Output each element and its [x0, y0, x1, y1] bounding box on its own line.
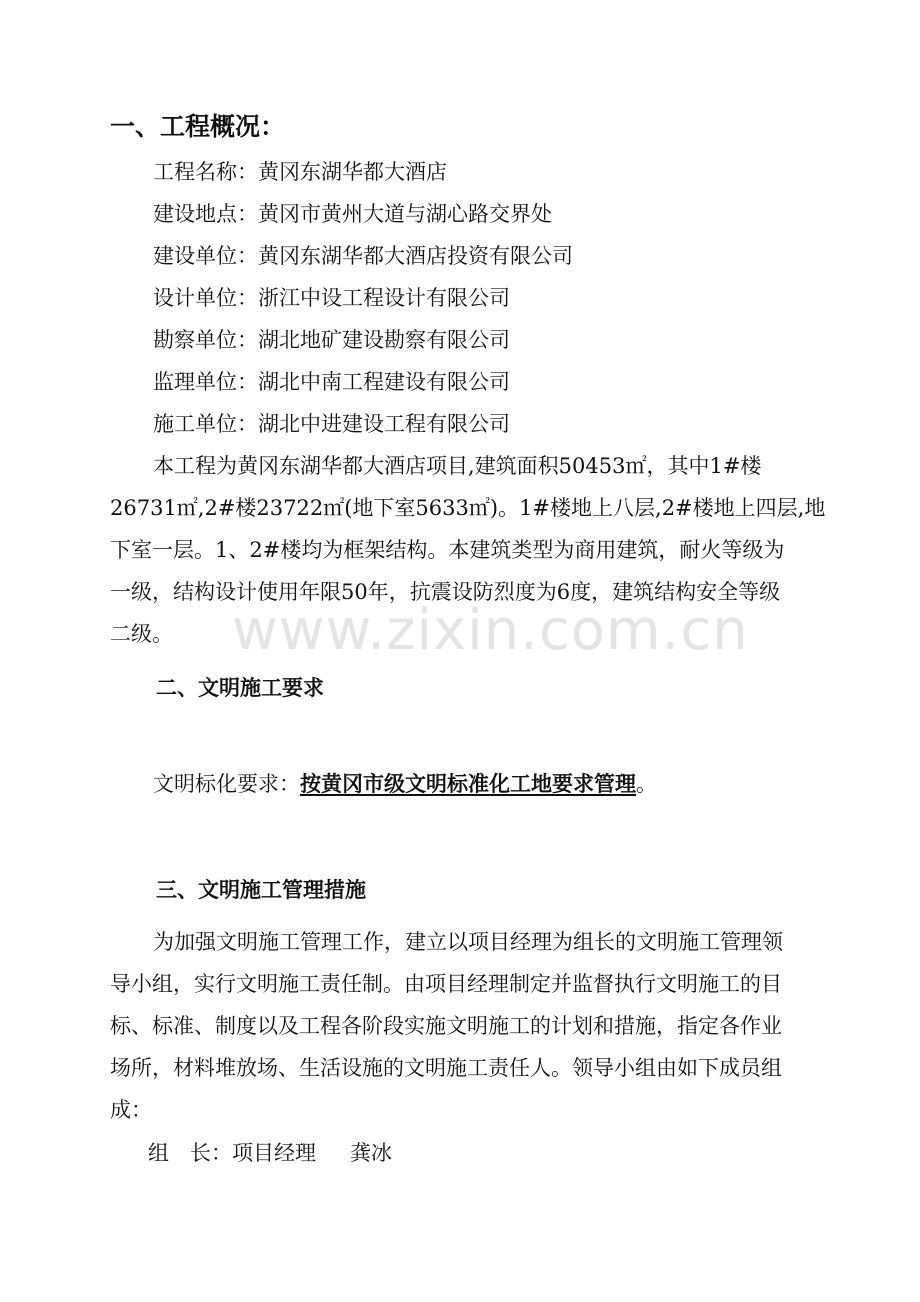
measures-paragraph-line: 为加强文明施工管理工作，建立以项目经理为组长的文明施工管理领: [153, 930, 783, 954]
design-unit-line: 设计单位：浙江中设工程设计有限公司: [153, 286, 510, 310]
construction-site-line: 建设地点：黄冈市黄州大道与湖心路交界处: [153, 202, 552, 226]
team-leader-name: 龚冰: [350, 1141, 392, 1165]
overview-paragraph-line: 一级，结构设计使用年限50年，抗震设防烈度为6度，建筑结构安全等级: [110, 580, 781, 604]
overview-paragraph-line: 二级。: [110, 622, 173, 646]
site-watermark: www.zixin.com.cn: [232, 598, 749, 663]
measures-paragraph-line: 成：: [110, 1098, 152, 1122]
measures-paragraph-line: 场所，材料堆放场、生活设施的文明施工责任人。领导小组由如下成员组: [110, 1056, 782, 1080]
civilization-requirement-line: [153, 769, 657, 799]
overview-paragraph-line: 下室一层。1、2#楼均为框架结构。本建筑类型为商用建筑，耐火等级为: [110, 538, 785, 562]
supervision-unit-line: 监理单位：湖北中南工程建设有限公司: [153, 370, 510, 394]
section2-heading: 二、文明施工要求: [156, 676, 324, 700]
requirement-label: 文明标化要求：: [153, 772, 300, 796]
contractor-unit-line: 施工单位：湖北中进建设工程有限公司: [153, 412, 510, 436]
project-name-line: 工程名称：黄冈东湖华都大酒店: [153, 160, 447, 184]
overview-paragraph-line: 26731㎡,2#楼23722㎡(地下室5633㎡)。1#楼地上八层,2#楼地上四层,地: [110, 496, 826, 520]
requirement-end-punct: 。: [636, 772, 657, 796]
requirement-text: 按黄冈市级文明标准化工地要求管理: [300, 772, 636, 796]
measures-paragraph-line: 标、标准、制度以及工程各阶段实施文明施工的计划和措施，指定各作业: [110, 1014, 782, 1038]
section3-heading: 三、文明施工管理措施: [156, 878, 366, 902]
owner-unit-line: 建设单位：黄冈东湖华都大酒店投资有限公司: [153, 244, 573, 268]
section1-heading: 一、工程概况：: [110, 112, 286, 141]
overview-paragraph-line: 本工程为黄冈东湖华都大酒店项目,建筑面积50453㎡，其中1#楼: [153, 454, 762, 478]
measures-paragraph-line: 导小组，实行文明施工责任制。由项目经理制定并监督执行文明施工的目: [110, 972, 782, 996]
team-leader-title: 组 长：项目经理: [148, 1141, 316, 1165]
team-leader-line: [148, 1138, 392, 1168]
survey-unit-line: 勘察单位：湖北地矿建设勘察有限公司: [153, 328, 510, 352]
